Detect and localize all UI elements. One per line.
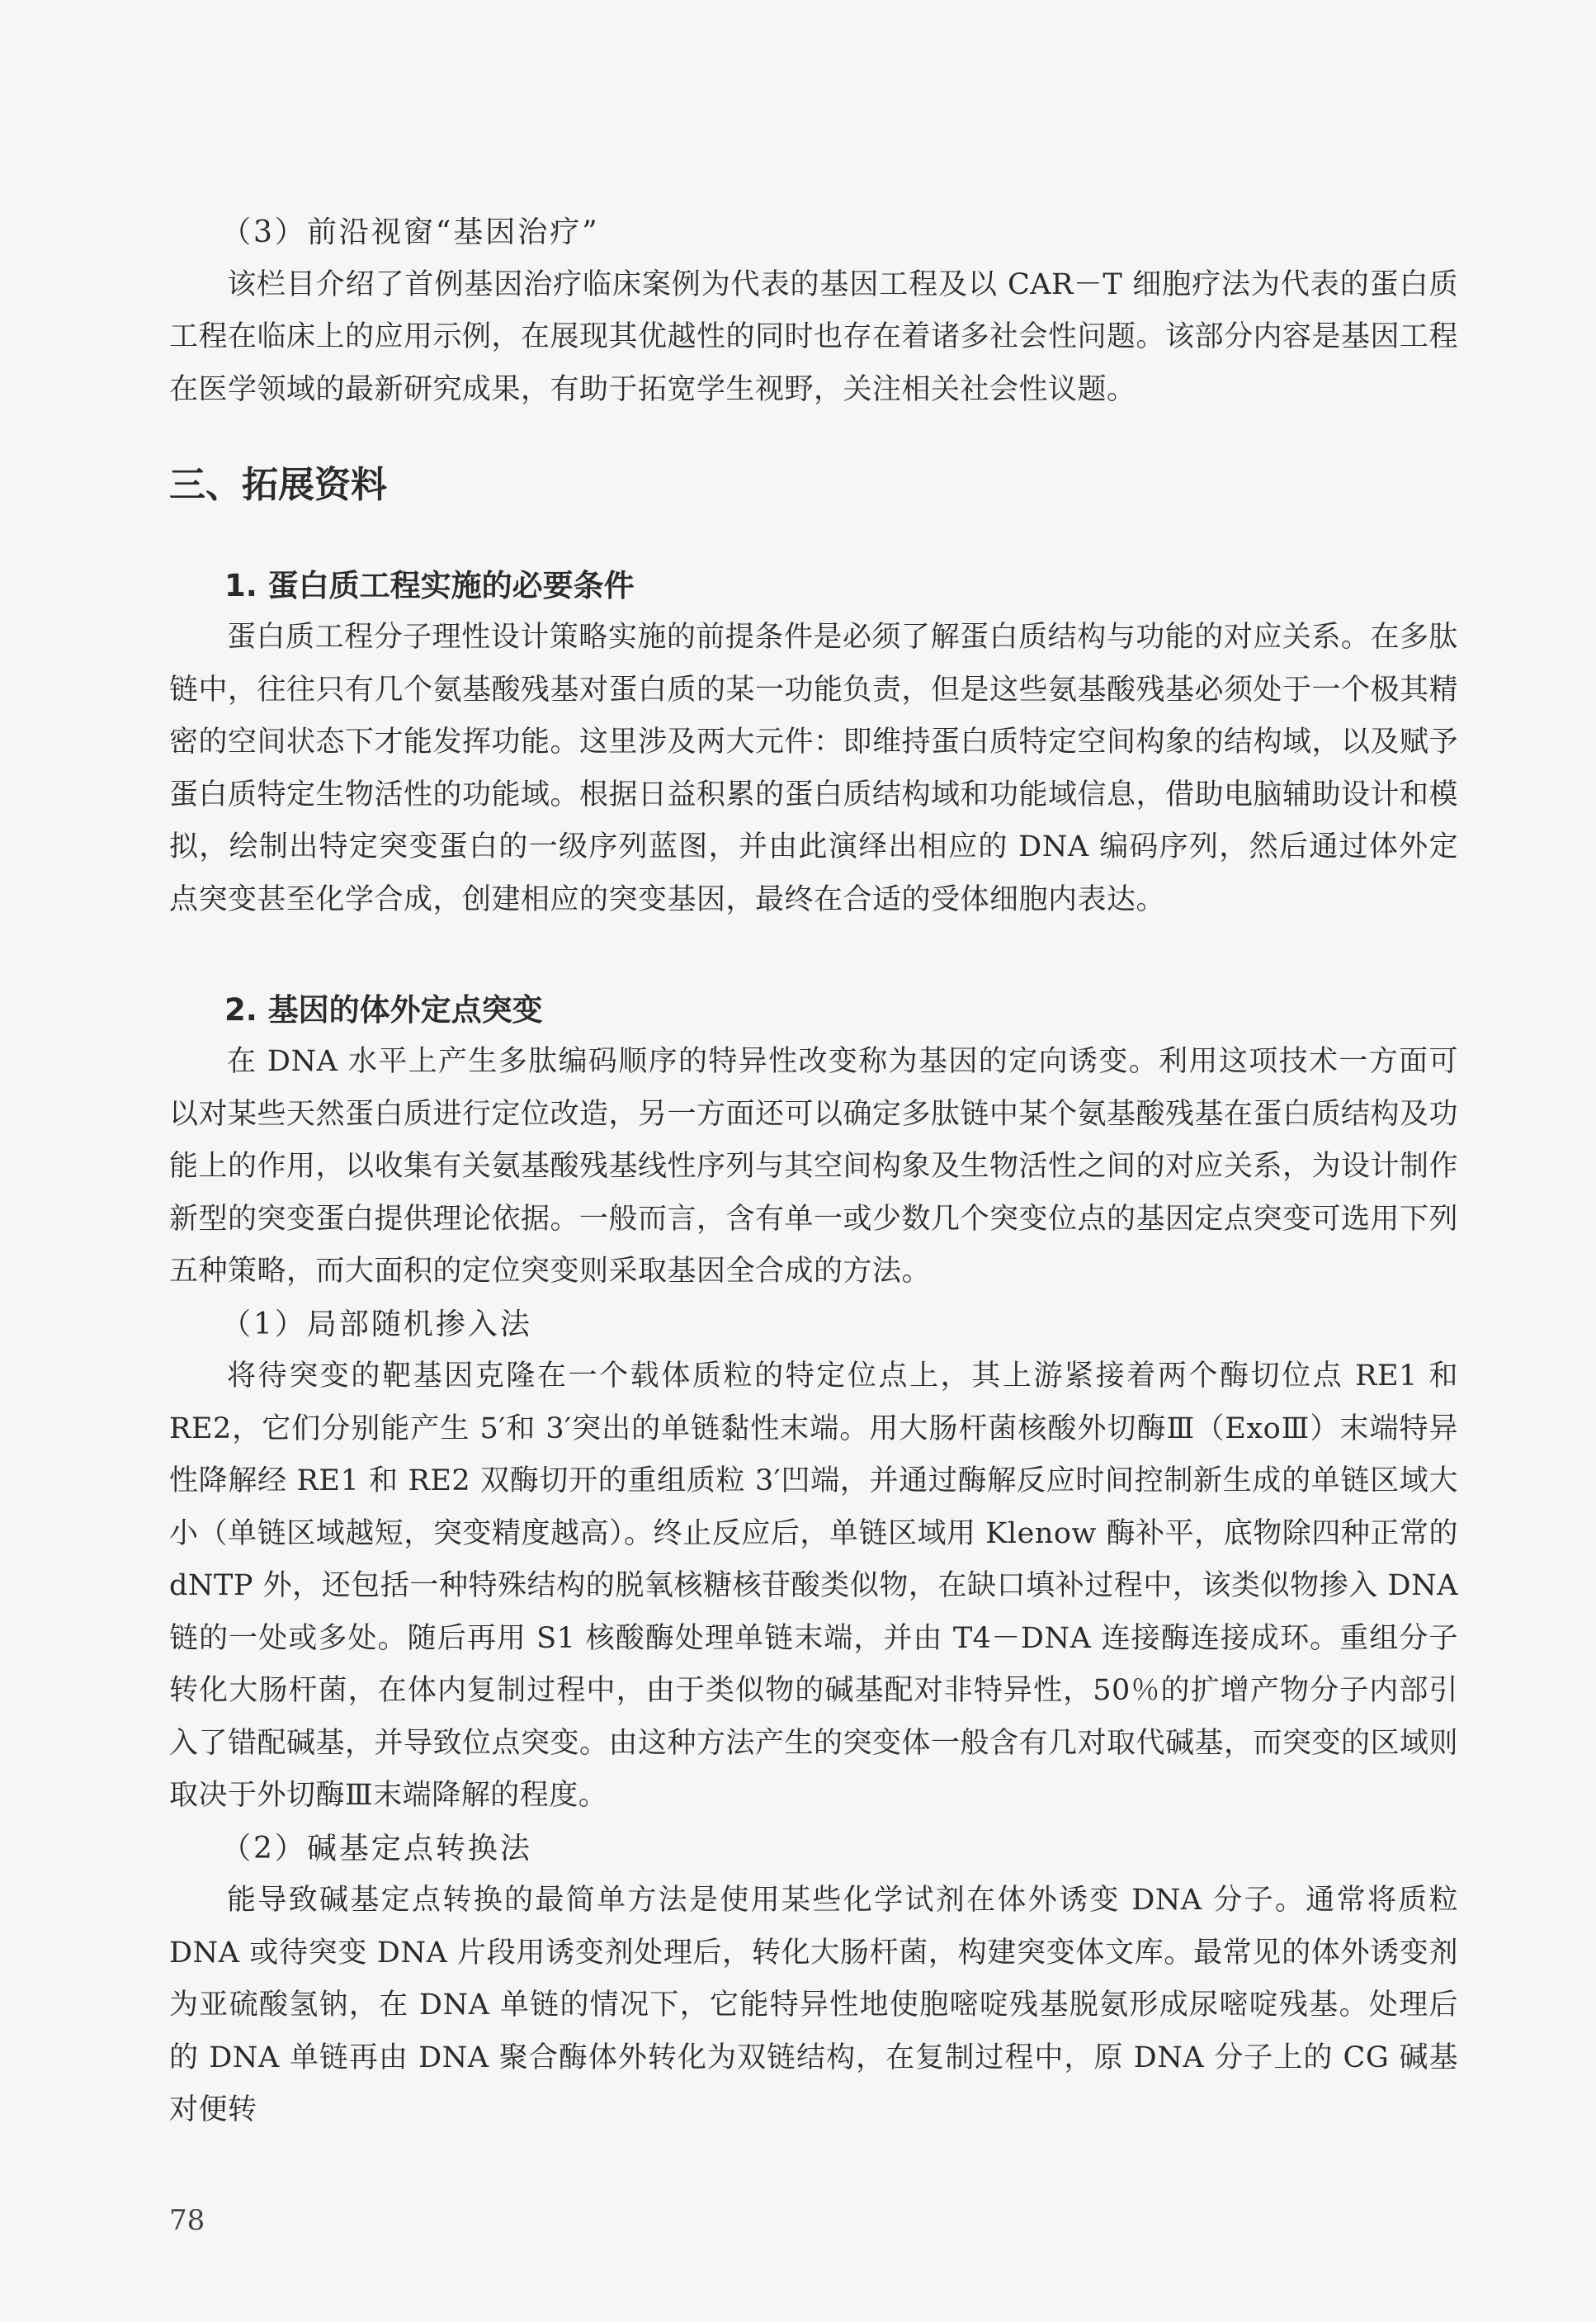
item-title-site-directed-mutagenesis: 2. 基因的体外定点突变 (224, 992, 543, 1028)
paragraph-random-incorporation: 将待突变的靶基因克隆在一个载体质粒的特定位点上，其上游紧接着两个酶切位点 RE1 和 RE2，它们分别能产生 5′和 3′突出的单链黏性末端。用大肠杆菌核酸外切酶Ⅲ（ExoⅢ）末端特异性降解经 RE1 和 RE2 双酶切开的重组质粒 3′凹端，并通过酶解反应时间控制新生成的单链区域大小（单链区域越短，突变精度越高）。终止反应后，单链区域用 Klenow 酶补平，底物除四种正常的 dNTP 外，还包括一种特殊结构的脱氧核糖核苷酸类似物，在缺口填补过程中，该类似物掺入 DNA 链的一处或多处。随后再用 S1 核酸酶处理单链末端，并由 T4－DNA 连接酶连接成环。重组分子转化大肠杆菌，在体内复制过程中，由于类似物的碱基配对非特异性，50％的扩增产物分子内部引入了错配碱基，并导致位点突变。由这种方法产生的突变体一般含有几对取代碱基，而突变的区域则取决于外切酶Ⅲ末端降解的程度。 (169, 1360, 1459, 1812)
paragraph-protein-engineering: 蛋白质工程分子理性设计策略实施的前提条件是必须了解蛋白质结构与功能的对应关系。在多肽链中，往往只有几个氨基酸残基对蛋白质的某一功能负责，但是这些氨基酸残基必须处于一个极其精密的空间状态下才能发挥功能。这里涉及两大元件：即维持蛋白质特定空间构象的结构域，以及赋予蛋白质特定生物活性的功能域。根据日益积累的蛋白质结构域和功能域信息，借助电脑辅助设计和模拟，绘制出特定突变蛋白的一级序列蓝图，并由此演绎出相应的 DNA 编码序列，然后通过体外定点突变甚至化学合成，创建相应的突变基因，最终在合适的受体细胞内表达。 (169, 621, 1459, 916)
method-heading-random-incorporation: （1）局部随机掺入法 (221, 1307, 532, 1341)
method-heading-base-conversion: （2）碱基定点转换法 (221, 1831, 532, 1866)
spacer (169, 926, 1458, 984)
page-content (169, 206, 1458, 2137)
paragraph-frontier: 该栏目介绍了首例基因治疗临床案例为代表的基因工程及以 CAR－T 细胞疗法为代表的蛋白质工程在临床上的应用示例，在展现其优越性的同时也存在着诸多社会性问题。该部分内容是基因工程在医学领域的最新研究成果，有助于拓宽学生视野，关注相关社会性议题。 (169, 267, 1459, 406)
page-number: 78 (169, 2204, 205, 2237)
item-title-protein-engineering: 1. 蛋白质工程实施的必要条件 (224, 568, 635, 603)
section-title-extended-materials: 三、拓展资料 (169, 464, 387, 506)
subsection-heading-frontier: （3）前沿视窗“基因治疗” (221, 215, 600, 249)
paragraph-base-conversion: 能导致碱基定点转换的最简单方法是使用某些化学试剂在体外诱变 DNA 分子。通常将质粒 DNA 或待突变 DNA 片段用诱变剂处理后，转化大肠杆菌，构建突变体文库。最常见的体外诱变剂为亚硫酸氢钠，在 DNA 单链的情况下，它能特异性地使胞嘧啶残基脱氨形成尿嘧啶残基。处理后的 DNA 单链再由 DNA 聚合酶体外转化为双链结构，在复制过程中，原 DNA 分子上的 CG 碱基对便转 (169, 1884, 1458, 2126)
paragraph-site-directed-mutagenesis: 在 DNA 水平上产生多肽编码顺序的特异性改变称为基因的定向诱变。利用这项技术一方面可以对某些天然蛋白质进行定位改造，另一方面还可以确定多肽链中某个氨基酸残基在蛋白质结构及功能上的作用，以收集有关氨基酸残基线性序列与其空间构象及生物活性之间的对应关系，为设计制作新型的突变蛋白提供理论依据。一般而言，含有单一或少数几个突变位点的基因定点突变可选用下列五种策略，而大面积的定位突变则采取基因全合成的方法。 (169, 1045, 1459, 1288)
